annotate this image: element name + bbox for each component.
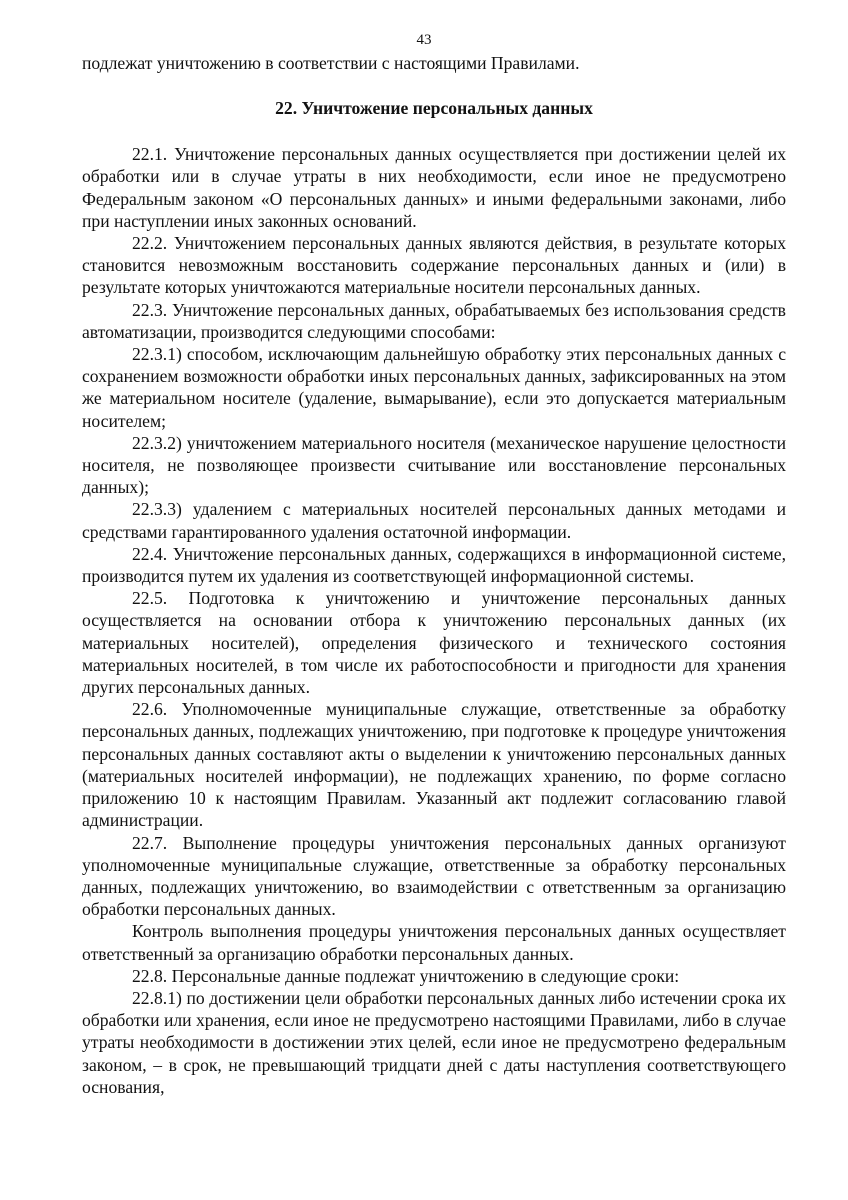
page-number: 43 — [416, 32, 432, 48]
paragraph-22-5: 22.5. Подготовка к уничтожению и уничтожение персональных данных осуществляется на основании отбора к уничтожению персональных данных (их материальных носителей), определения физического и технического состояния материальных носителей, в том числе их работоспособности и пригодности для хранения других персональных данных. — [82, 588, 786, 698]
paragraph-22-3: 22.3. Уничтожение персональных данных, обрабатываемых без использования средств автоматизации, производится следующими способами: — [82, 299, 786, 342]
paragraph-22-8: 22.8. Персональные данные подлежат уничтожению в следующие сроки: — [132, 965, 680, 986]
carry-over-text: подлежат уничтожению в соответствии с настоящими Правилами. — [82, 53, 580, 73]
section-heading: 22. Уничтожение персональных данных — [275, 98, 593, 119]
paragraph-22-4: 22.4. Уничтожение персональных данных, содержащихся в информационной системе, производится путем их удаления из соответствующей информационной системы. — [82, 543, 786, 587]
paragraph-22-2: 22.2. Уничтожением персональных данных являются действия, в результате которых становится невозможным восстановить содержание персональных данных и (или) в результате которых уничтожаются материальные носители персональных данных. — [82, 233, 786, 298]
paragraph-22-3-1: 22.3.1) способом, исключающим дальнейшую обработку этих персональных данных с сохранением возможности обработки иных персональных данных, зафиксированных на этом же материальном носителе (удаление, вымарывание), если это допускается материальным носителем; — [82, 344, 786, 431]
paragraph-22-8-1: 22.8.1) по достижении цели обработки персональных данных либо истечении срока их обработки или хранения, если иное не предусмотрено настоящими Правилами, либо в случае утраты необходимости в достижении этих целей, если иное не предусмотрено федеральным законом, – в срок, не превышающий тридцати дней с даты наступления соответствующего основания, — [82, 987, 786, 1097]
paragraph-22-1: 22.1. Уничтожение персональных данных осуществляется при достижении целей их обработки или в случае утраты в них необходимости, если иное не предусмотрено Федеральным законом «О персональных данных» и иными федеральными законами, либо при наступлении иных законных оснований. — [82, 144, 786, 231]
paragraph-control: Контроль выполнения процедуры уничтожения персональных данных осуществляет ответственный за организацию обработки персональных данных. — [82, 921, 786, 964]
paragraph-22-6: 22.6. Уполномоченные муниципальные служащие, ответственные за обработку персональных данных, подлежащих уничтожению, при подготовке к процедуре уничтожения персональных данных составляют акты о выделении к уничтожению персональных данных (материальных носителей информации), не подлежащих хранению, по форме согласно приложению 10 к настоящим Правилам. Указанный акт подлежит согласованию главой администрации. — [82, 699, 786, 831]
page-content — [82, 52, 786, 1098]
paragraph-22-7: 22.7. Выполнение процедуры уничтожения персональных данных организуют уполномоченные муниципальные служащие, ответственные за обработку персональных данных, подлежащих уничтожению, во взаимодействии с ответственным за организацию обработки персональных данных. — [82, 832, 786, 920]
paragraph-22-3-2: 22.3.2) уничтожением материального носителя (механическое нарушение целостности носителя, не позволяющее произвести считывание или восстановление персональных данных); — [82, 432, 786, 498]
paragraph-22-3-3: 22.3.3) удалением с материальных носителей персональных данных методами и средствами гарантированного удаления остаточной информации. — [82, 499, 786, 542]
